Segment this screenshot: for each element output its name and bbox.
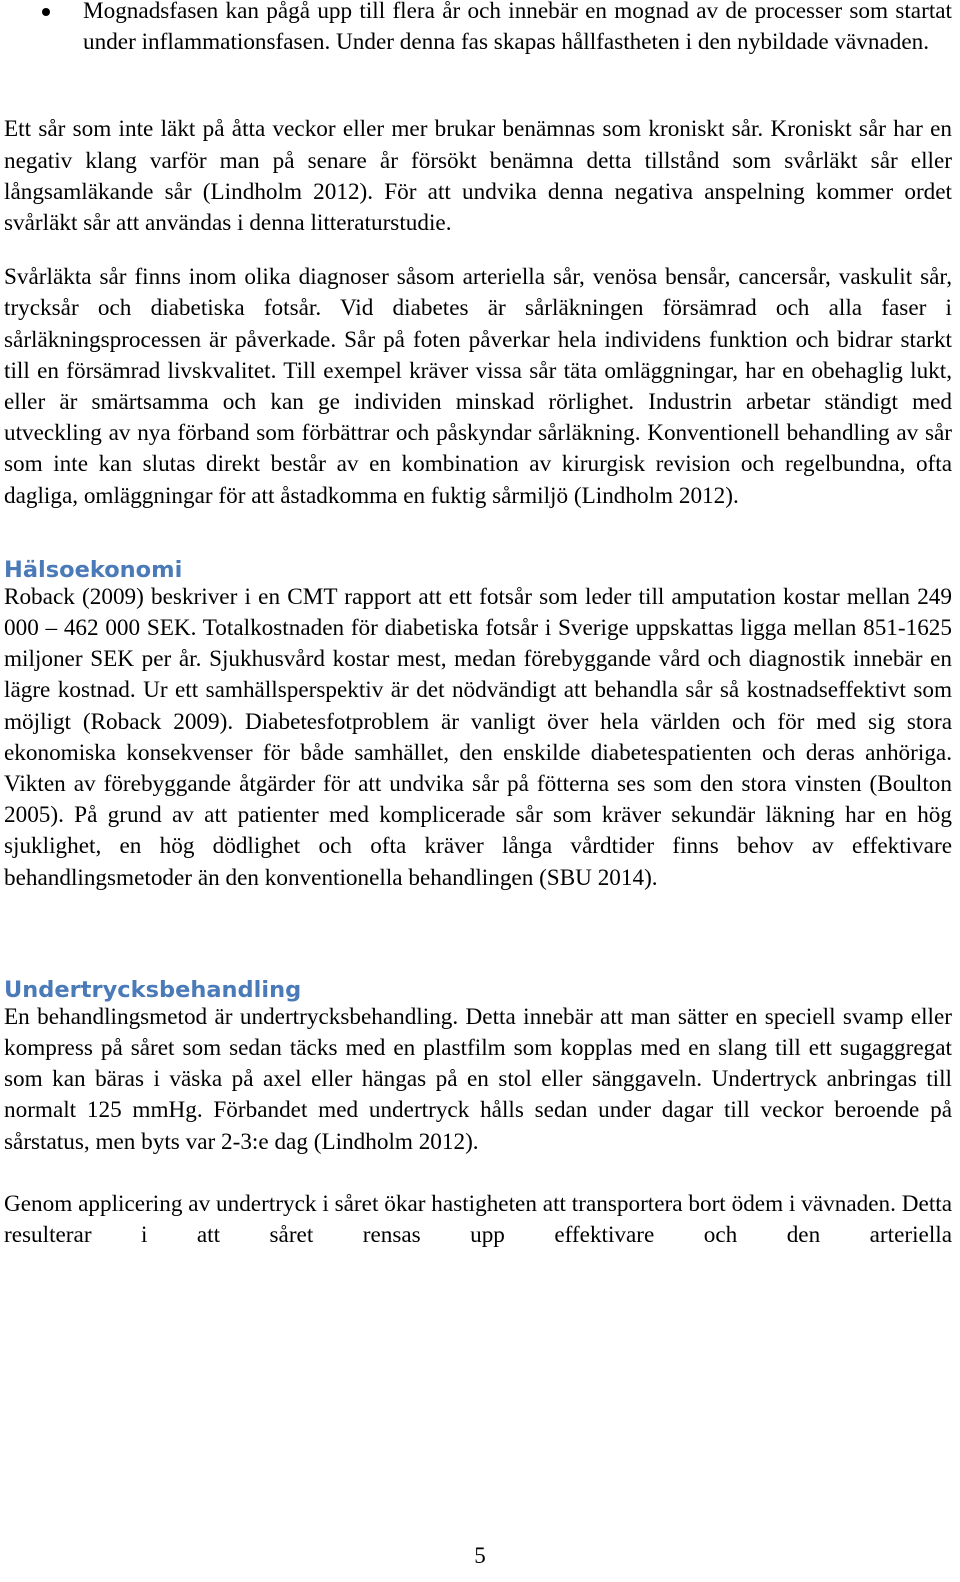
paragraph-health-economics: Roback (2009) beskriver i en CMT rapport att ett fotsår som leder till amputation kostar mellan 249 000 – 462 000 SEK. Totalkostnaden för diabetiska fotsår i Sverige uppskattas ligga mellan 851-1625 miljoner SEK per år. Sjukhusvård kostar mest, medan förebyggande vård och diagnostik innebär en lägre kostnad. Ur ett samhällsperspektiv är det nödvändigt att behandla sår så kostnadseffektivt som möjligt (Roback 2009). Diabetesfotproblem är vanligt över hela världen och för med sig stora ekonomiska konsekvenser för både samhället, den enskilde diabetespatienten och deras anhöriga. Vikten av förebyggande åtgärder för att undvika sår på fötterna ses som den stora vinsten (Boulton 2005). På grund av att patienter med komplicerade sår som kräver sekundär läkning har en hög sjuklighet, en hög dödlighet och ofta kräver långa vårdtider finns behov av effektivare behandlingsmetoder än den konventionella behandlingen (SBU 2014). bbox=[4, 583, 952, 891]
bullet-text: Mognadsfasen kan pågå upp till flera år och innebär en mognad av de processer som startat under inflammationsfasen. Under denna fas skapas hållfastheten i den nybildade vävnaden. bbox=[83, 0, 952, 56]
bullet-list-item bbox=[4, 0, 952, 58]
heading-negative-pressure-therapy: Undertrycksbehandling bbox=[4, 976, 302, 1003]
document-page bbox=[4, 0, 952, 1251]
bullet-icon bbox=[42, 8, 50, 16]
paragraph-chronic-wounds: Ett sår som inte läkt på åtta veckor eller mer brukar benämnas som kroniskt sår. Kroniskt sår har en negativ klang varför man på senare år försökt benämna detta tillstånd som svårläkt sår eller långsamläkande sår (Lindholm 2012). För att undvika denna negativa anspelning kommer ordet svårläkt sår att användas i denna litteraturstudie. bbox=[4, 116, 952, 237]
page-number: 5 bbox=[474, 1543, 486, 1568]
paragraph-npwt-effect: Genom applicering av undertryck i såret ökar hastigheten att transportera bort ödem i vävnaden. Detta resulterar i att såret rensas upp effektivare och den arteriella bbox=[4, 1190, 952, 1249]
paragraph-npwt-method: En behandlingsmetod är undertrycksbehandling. Detta innebär att man sätter en speciell svamp eller kompress på såret som sedan täcks med en plastfilm som kopplas med en slang till ett sugaggregat som kan bäras i väska på axel eller hängas på en stol eller sänggaveln. Undertryck anbringas till normalt 125 mmHg. Förbandet med undertryck hålls sedan under dagar till veckor beroende på sårstatus, men byts var 2-3:e dag (Lindholm 2012). bbox=[4, 1003, 952, 1155]
paragraph-hard-to-heal-wounds: Svårläkta sår finns inom olika diagnoser såsom arteriella sår, venösa bensår, cancersår, vaskulit sår, trycksår och diabetiska fotsår. Vid diabetes är sårläkningen försämrad och alla faser i sårläkningsprocessen är påverkade. Sår på foten påverkar hela individens funktion och bidrar starkt till en försämrad livskvalitet. Till exempel kräver vissa sår täta omläggningar, har en obehaglig lukt, eller är smärtsamma och kan ge individen minskad rörlighet. Industrin arbetar ständigt med utveckling av nya förband som förbättrar och påskyndar sårläkning. Konventionell behandling av sår som inte kan slutas direkt består av en kombination av kirurgisk revision och regelbundna, ofta dagliga, omläggningar för att åstadkomma en fuktig sårmiljö (Lindholm 2012). bbox=[4, 264, 952, 509]
heading-health-economics: Hälsoekonomi bbox=[4, 556, 183, 583]
